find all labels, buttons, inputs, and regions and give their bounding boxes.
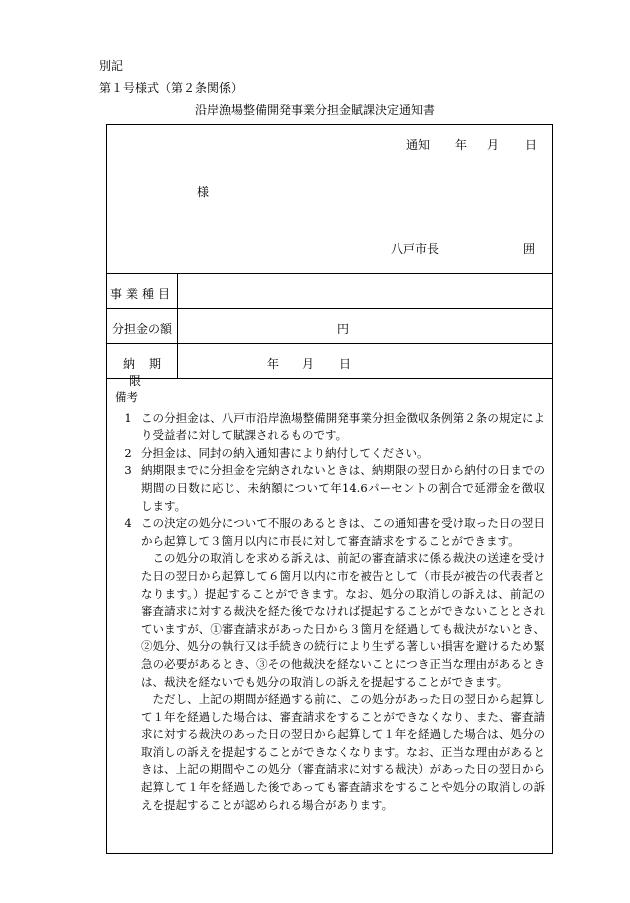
remark-item: [115, 462, 545, 515]
addressee-suffix: 様: [197, 185, 210, 199]
label-column-divider: [177, 273, 178, 378]
divider: [107, 378, 552, 379]
divider: [107, 343, 552, 344]
divider: [107, 308, 552, 309]
remark-text: この決定の処分について不服のあるときは、この通知書を受け取った日の翌日から起算して３箇月以内に市長に対して審査請求をすることができます。: [141, 516, 545, 548]
remarks-section: [115, 389, 545, 814]
notice-label: 通知: [406, 138, 431, 152]
remark-item: [115, 515, 545, 550]
annex-label: 別記: [99, 59, 124, 73]
deadline-year-label: 年: [267, 357, 280, 371]
remark-number: 3: [124, 463, 132, 478]
seal-mark: 囲: [523, 242, 536, 256]
remark-paragraph: この処分の取消しを求める訴えは、前記の審査請求に係る裁決の送達を受けた日の翌日から起算して６箇月以内に市を被告として（市長が被告の代表者となります。）提起することができます。なお、処分の取消しの訴えは、前記の審査請求に対する裁決を経た後でなければ提起することができないこととされていますが、①審査請求があった日から３箇月を経過しても裁決がないとき、②処分、処分の執行又は手続きの続行により生ずる著しい損害を避けるため緊急の必要があるとき、③その他裁決を経ないことにつき正当な理由があるときは、裁決を経ないでも処分の取消しの訴えを提起することができます。: [141, 551, 545, 689]
deadline-month-label: 月: [302, 357, 315, 371]
remark-text: 分担金は、同封の納入通知書により納付してください。: [141, 445, 429, 460]
remark-item: [115, 410, 545, 445]
amount-label: 分担金の額: [111, 322, 172, 336]
form-number: 第１号様式（第２条関係）: [99, 81, 244, 95]
document-title: 沿岸漁場整備開発事業分担金賦課決定通知書: [194, 103, 435, 117]
remark-item: [115, 445, 545, 463]
notice-day-label: 日: [525, 138, 538, 152]
divider: [107, 273, 552, 274]
amount-unit: 円: [337, 322, 350, 336]
deadline-label: 納期限: [122, 357, 175, 388]
remark-text: この分担金は、八戸市沿岸漁場整備開発事業分担金徴収条例第２条の規定により受益者に対して賦課されるものです。: [141, 410, 545, 443]
remark-number: 2: [124, 445, 132, 460]
notice-month-label: 月: [487, 138, 500, 152]
remark-paragraph: ただし、上記の期間が経過する前に、この処分があった日の翌日から起算して１年を経過した場合は、審査請求をすることができなくなり、また、審査請求に対する裁決のあった日の翌日から起算して１年を経過した場合は、処分の取消しの訴えを提起することができなくなります。なお、正当な理由があるときは、上記の期間やこの処分（審査請求に対する裁決）があった日の翌日から起算して１年を経過した後であっても審査請求をすることや処分の取消しの訴えを提起することが認められる場合があります。: [141, 692, 545, 812]
remark-text: 納期限までに分担金を完納されないときは、納期限の翌日から納付の日までの期間の日数に応じ、未納額について年14.6パーセントの割合で延滞金を徴収します。: [141, 463, 545, 513]
notice-year-label: 年: [455, 138, 468, 152]
issuer-name: 八戸市長: [391, 242, 440, 256]
remark-number: 1: [124, 410, 132, 425]
remark-number: 4: [124, 516, 132, 531]
notice-form-table: [106, 124, 553, 854]
project-type-label: 事業種目: [109, 287, 174, 301]
remarks-heading: 備考: [115, 390, 138, 404]
deadline-day-label: 日: [339, 357, 352, 371]
